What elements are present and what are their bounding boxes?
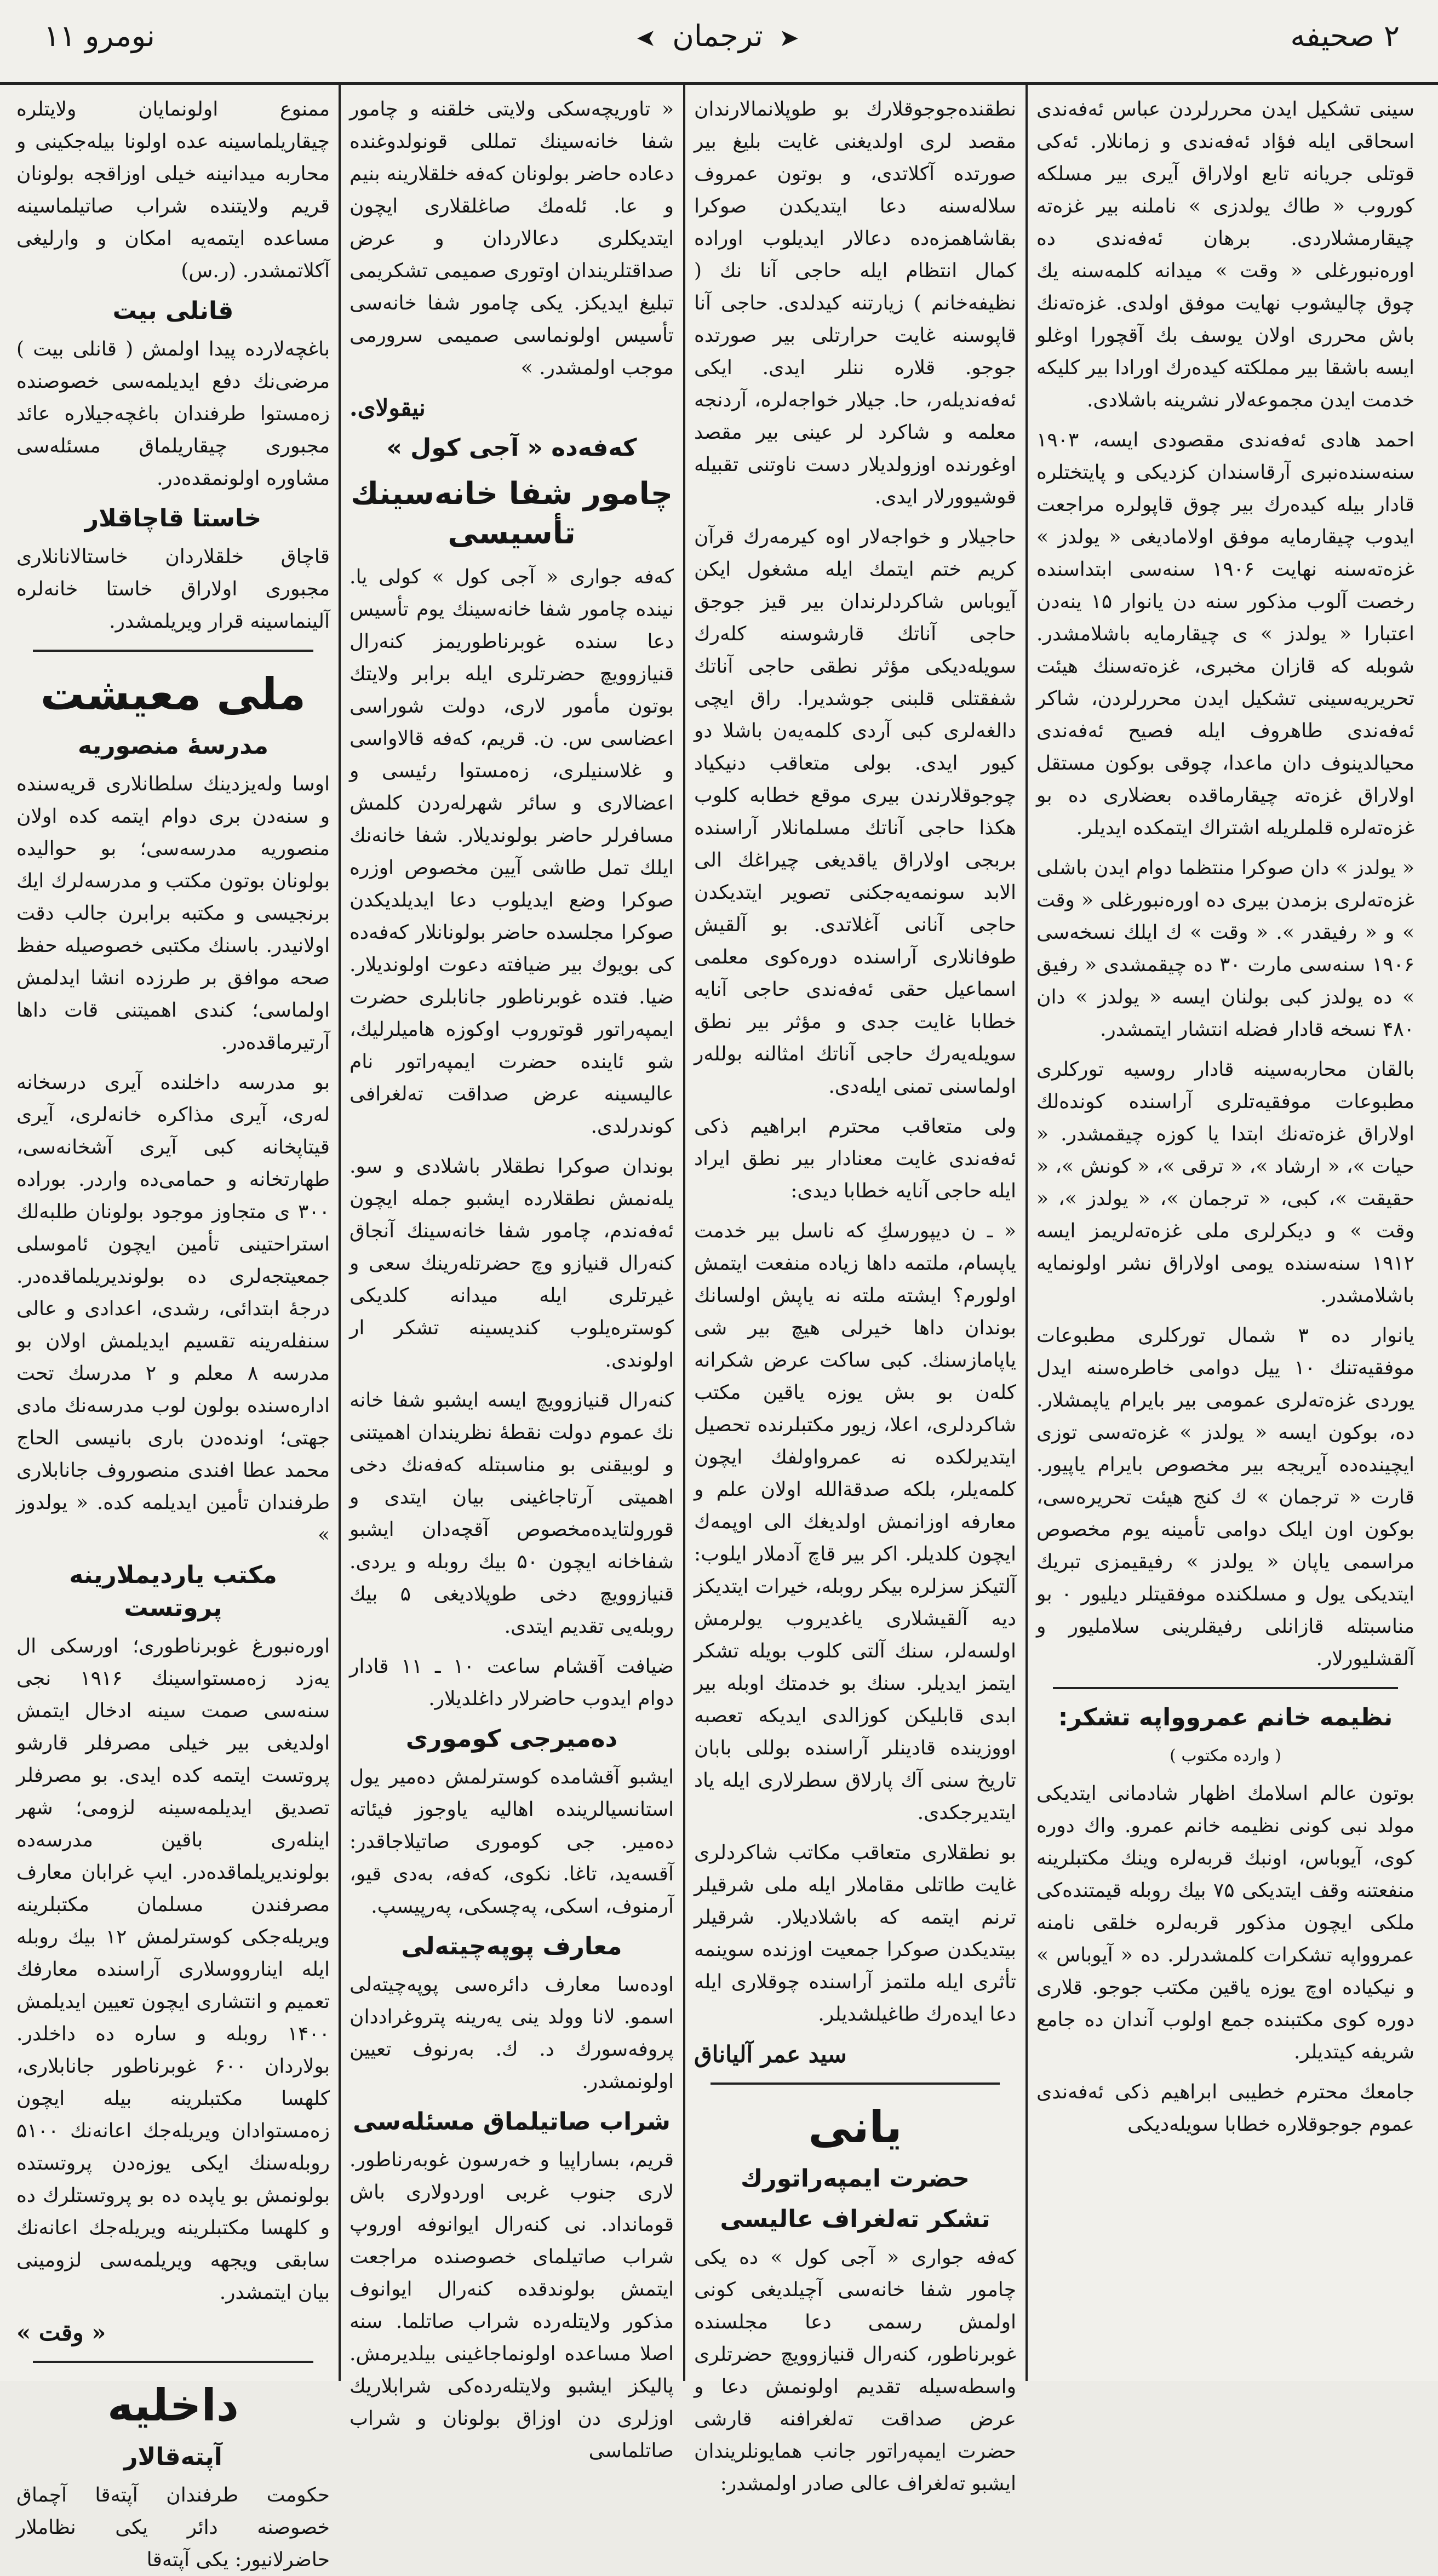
article-paragraph: قریم، بساراپیا و خەرسون غوبەرناطور. لاری جنوب غربی اوردولاری باش قومانداد. نی کنه‌رال ایوانوفه اوروپ شراب صاتیلمای خصوصنده مراجعت ایتمش بولوندقده کنه‌رال ایوانوف مذکور ولایتلەرده شراب صاتلما. سنه اصلا مساعده اولونماجاغینی بیلدیرمش. پالیکز ایشبو ولایتلەرده‌کی شرابلاریك اوزلری دن اوزاق بولونان و شراب صاتلماسی [350,2149,674,2462]
article-signature: سید عمر آلیاناق [694,2041,847,2068]
section-divider [33,2361,313,2363]
article-paragraph: « ـ ن دیپورسكِ که ناسل بیر خدمت یاپسام، ملتمه داها زیاده منفعت ایتمش اولورم؟ ایشته ملته نه یاپش اولسانك بوندان داها خیرلی هیچ بیر شی یاپامازسنك. کبی ساکت عرض شکرانه کلەن بو بش یوزه یاقین مکتب شاکردلری، اعلا، زیور مکتبلرنده تحصیل ایتدیرلكده نه عمرواولفك ایچون کلمەیلر، بلکه صدقةالله اولان علم و معارفه اوزانمش اولدیغك الی اوپمەك ایچون کلدیلر. اکر بیر قاچ آدملار ایلوب: آلتیکز سزلره بیکر روبله، خیرات ایتدیکز دیه آلقیشلاری یاغدیروب یولرمش اولسەلر، سنك آلتی کلوب بویله تشکر ایتمز ایدیلر. سنك بو خدمتك اوبله بیر ابدی قابلیكن کوزالدی ایدیکه تعصبه اووزینده قادینلر آراسنده بوللی بابان تاریخ سنی آك پارلاق سطرلاری ایله یاد ایتدیرجکدی. [694,1220,1016,1824]
article-paragraph: کەفه جواری « آجی کول » ده یکی چامور شفا خانەسی آچیلدیغی کونی اولمش رسمی دعا مجلسنده غوبرناطور، کنه‌رال قنیازوویچ حضرتلری واسطەسیله تقدیم اولونمش دعا و عرض صداقت تەلغرافنه قارشی حضرت ایمپەراتور جانب همایونلریندان ایشبو تەلغراف عالی صادر اولمشدر: [694,2246,1016,2495]
masthead [0,0,1438,85]
column-3 [350,93,674,2462]
article-paragraph: بو مدرسه داخلنده آیری درسخانه لەری، آیری مذاکره خانەلری، آیری قیتاپخانه کبی آیری آشخانه‌سی، طهارتخانه و حمامی‌ده واردر. بوراده ۳۰۰ ی متجاوز موجود بولونان طلبەلك استراحتینی تأمین ایچون ئاموسلی جمعیتجەلری ده بولوندیریلماقده‌در. درجهٔ ابتدائی، رشدی، اعدادی و عالی سنفلەرینه تقسیم ایدیلمش اولان بو مدرسه ۸ معلم و ۲ مدرسك تحت اداره‌سنده بولون لوب مدرسەنك مادی جهتی؛ اوندەدن باری بانیسی الحاج محمد عطا افندی منصوروف جانابلاری طرفندان تأمین ایدیلمه کده. « یولدوز » [16,1071,330,1546]
article-paragraph: حاجیلار و خواجەلار اوه کیرمەرك قرآن کریم ختم ایتمك ایله مشغول ایکن آیوباس شاکردلرندان بیر قیز جوجق حاجی آناتك قارشوسنه کلەرك سویلەدیکی مؤثر نطقی حاجی آناتك شفقتلی قلبنی جوشدیرا. راق ایچی دالغەلری کبی آردی کلمەیەن باشلا دو کیور ایدی. بولی متعاقب دنیکیاد چوجوقلارندن بیری موقع خطابه کلوب هکذا حاجی آناتك مسلمانلار آراسنده بربجی اولاراق یاقدیغی چیراغك الی الابد سونمەیەجکنی تصویر ایتدیکدن حاجی آنانی آغلاتدی. بو آلقیش طوفانلاری آراسنده دورەکوی معلمی اسماعیل حقی ئەفەندی حاجی آنایه خطابا غایت جدی و مؤثر بیر نطق سویلەیەرك حاجی آناتك امثالنه بوللەر اولماسنی تمنی ایلەدی. [694,526,1016,1098]
column-1 [1036,93,1414,2366]
article-paragraph: ضیافت آقشام ساعت ۱۰ ـ ۱۱ قادار دوام ایدوب حاضرلار داغلدیلار. [350,1655,674,1710]
article-paragraph: ولی متعاقب محترم ابراهیم ذکی ئەفەندی غایت معنادار بیر نطق ایراد ایله حاجی آنایه خطابا دیدی: [694,1115,1016,1202]
article-paragraph: بالقان محاربەسینه قادار روسیه تورکلری مطبوعات موفقیەتلری آراسنده کوندەلك اولاراق غزەتەنك ابتدا یا کوزه چیقمشدر. « حیات »، « ارشاد »، « ترقی »، « کونش »، « حقیقت »، کبی، « ترجمان »، « یولدز »، « وقت » و دیکرلری ملی غزەتەلریمز ایسه ۱۹۱۲ سنەسنده یومی اولاراق نشر اولونمایه باشلامشدر. [1036,1058,1414,1307]
article-paragraph: نطقنده‌جوجوقلارك بو طوپلانمالارندان مقصد لری اولدیغنی غایت بلیغ بیر صورتده آكلاتدی، و بوتون عمروف سلالەسنه دعا ایتدیکدن صوكرا بقاشاهمزەده دعالار ایدیلوب اوراده کمال انتظام ایله حاجی آنا نك ( نظیفەخانم ) زیارتنه کیدلدی. حاجی آنا قاپوسنه غایت حرارتلی بیر صورتده جوجو. قلاره ننلر ایدی. ایکی ئەفەندیلەر، حا. جیلار خواجەلره، آردنجه معلمه و شاکرد لر عینی بیر مقصد اوغورنده اوزولدیلار دست ناوتنی تقبیله قوشیوورلار ایدی. [694,98,1016,508]
telegram-text: « تاوریچەسکی ولایتی خلقنه و چامور شفا خانەسینك تمللی قونولدوغنده دعاده حاضر بولونان کەفه خلقلارینه بنیم و عا. ئلەمك صاغلقلاری ایچون ایتدیکلری دعالاردان و عرض صداقتلریندان اوتوری صمیمی تشکریمی تبلیغ ایدیکز. یکی چامور شفا خانەسی تأسیس اولونماسی صمیمی سرورمی موجب اولمشدر. » [350,98,674,379]
article-paragraph: حکومت طرفندان آپتەقا آچماق خصوصنه دائر یکی نظاملار حاضرلانیور: یکی آپتەقا [16,2484,330,2571]
article-signature: نیقولای. [350,394,426,421]
arrow-right-icon: ➤ [778,24,799,52]
article-heading: شراب صاتیلماق مسئلەسی [353,2108,671,2136]
article-signature: « وقت » [16,2319,106,2346]
column-2 [694,93,1016,2495]
section-divider [711,2082,1000,2085]
article-heading: دەمیرجی کوموری [405,1725,618,1753]
column-rule [683,82,685,2381]
page-label: ۲ صحیفه [1290,19,1400,53]
column-4 [16,93,330,2571]
article-paragraph: اوسا ولەیزدینك سلطانلاری قریەسنده و سنه‌دن بری دوام ایتمه کده اولان منصوریه مدرسەسی؛ بو حوالیده بولونان بوتون مکتب و مدرسەلرك ایك برنجیسی و مکتبه برابرن جالب دقت اولانیدر. باسنك مکتبی خصوصیله حفظ صحه موافق بر طرزده انشا ایدلمش اولماسی؛ کندی اهمیتنی قات داها آرتیرماقده‌در. [16,773,330,1054]
article-paragraph: بو نطقلاری متعاقب مکاتب شاکردلری غایت طاتلی مقاملار ایله ملی شرقیلر ترنم ایتمه که باشلادیلار. شرقیلر بیتدیکدن صوکرا جمعیت اوزنده سوینمه تأثری ایله ملتمز آراسنده چوقلاری ایله دعا ایدەرك طاغیلشدیلر. [694,1841,1016,2026]
article-heading: معارف پوپەچیتەلی [401,1932,622,1960]
article-paragraph: احمد هادی ئەفەندی مقصودی ایسه، ۱۹۰۳ سنەسندەنبری آرقاسندان کزدیکی و پایتختلره قادار بیله کیدەرك بیر چوق قاپولره مراجعت ایدوب چیقارمایه موفق اولامادیغی « یولدز » غزەتەسنه نهایت ۱۹۰۶ سنەسی ابتداسندە رخصت آلوب مذکور سنه دن یانوار ۱۵ ینەدن اعتبارا « یولدز » ی چیقارمایه باشلامشدر. شوبله که قازان مخبری، غزەتەسنك هیئت تحریریەسینی تشکیل ایدن محررلردن، شاکر ئەفەندی طاهروف ایله فصیح ئەفەندی محیالدینوف دان ماعدا، چوقی بوکون مستقل اولاراق غزەته چیقارماقده بعضلاری ده بو غزەتەلره قلملریله اشتراك ایتمکده ایدیلر. [1036,429,1414,839]
article-heading: تشکر تەلغراف عالیسی [720,2205,990,2233]
article-heading: مکتب یاردیملارینه پروتست [69,1561,277,1622]
article-paragraph: « یولدز » دان صوكرا منتظما دوام ایدن باشلی غزەتەلری بزمدن بیری ده اوره‌نبورغلی « وقت » و « رفیقدر ». « وقت » ك ایلك نسخەسی ۱۹۰۶ سنەسی مارت ۳۰ دە چیقمشدی « رفیق » ده یولدز کبی بولنان ایسه « یولدز » دان ۴۸۰ نسخه قادار فضله انتشار ایتمشدر. [1036,857,1414,1041]
section-divider [33,650,313,652]
article-paragraph: سینی تشکیل ایدن محررلردن عباس ئەفەندی اسحاقی ایله فؤاد ئەفەندی و زمانلار. ئەکی قوتلی جریانه تابع اولاراق آیری بیر مسلکه کوروب « طاك یولدزی » ناملنه بیر غزەته چیقارمشلاردی. برهان ئەفەندی ده اوره‌نبورغلی « وقت » میدانه کلمه‌سنه یك چوق چالیشوب نهایت موفق اولدی. غزەتەنك باش محرری اولان یوسف بك آقچورا اوغلو ایسه باشقا بیر مملکته کیدەرك اورادا بیر کلیکه خدمت ایدن مجموعەلار نشرینه باشلادی. [1036,98,1414,411]
article-paragraph: کەفه جواری « آجی کول » کولی یا. نینده چامور شفا خانەسینك یوم تأسیس دعا سنده غوبرناطوریمز کنه‌رال قنیازوویچ حضرتلری ایله برابر ولایتك بوتون مأمور لاری، دولت شوراسی اعضاسی س. ن. قریم، کەفه قالاواسی و غلاسنیلری، زەمستوا رئیسی و اعضالاری و سائر شهرلەردن کلمش مسافرلر حاضر بولوندیلار. شفا خانەنك ایلك تمل طاشی آیین مخصوص اوزره صوکرا وضع ایدیلوب دعا ایدیلدیکدن صوکرا مجلسده حاضر بولونانلار کەفەده کی بویوك بیر ضیافته دعوت اولوندیلار. ضیا. فتده غوبرناطور جانابلری حضرت ایمپەراتور قوتوروب اوکوزه هامیلرلیك، شو ئاینده حضرت ایمپەراتور نام عالیسینه عرض صداقت تەلغرافی کوندرلدی. [350,566,674,1138]
article-paragraph: ایشبو آقشامده کوسترلمش دەمیر یول استانسیالرینده اهالیه یاوجوز فیئاته دەمیر. جی کوموری صاتیلاجاقدر: آقسەید، تاغا. نکوی، کەفه، بەدی قیو، آرمنوف، اسکی، پەچسکی، پەرپیسپ. [350,1766,674,1918]
article-heading: قانلی بیت [112,297,234,325]
article-heading: خاستا قاچاقلار [84,504,262,532]
article-paragraph: بوتون عالم اسلامك اظهار شادمانی ایتدیکی مولد نبی کونی نظیمه خانم عمرو. واك دوره کوی، آیوباس، اونبك قربەلره وینك مکتبلرینه منفعتنه وقف ایتدیکی ۷۵ بیك روبله قیمتنده‌کی ملکی ایچون مذکور قربەلره خلقی نامنه عمروواپه تشکرات کلمشدرلر. ده « آیوباس » و نیکیاده اوچ یوزه یاقین مکتب جوجو. قلاری دوره کوی مکتبنده جمع اولوب آندان ده جامع شریفه کیتدیلر. [1036,1782,1414,2063]
article-paragraph: یانوار ده ۳ شمال تورکلری مطبوعات موفقیەتنك ۱۰ ییل دوامی خاطرەسنه ایدل یوردی غزەتەلری عمومی بیر بایرام یاپمشلار. ده، بوکون ایسه « یولدز » غزەتەسی توزی ایچیندەده آیریجه بیر مخصوص بایرام یاپیور. قارت « ترجمان » ك کنج هیئت تحریرەسی، بوکون اون ایلک دوامی تأمینه یوم مخصوص مراسمی یاپان « یولدز » رفیقیمزی تبریك ایتدیکی یول و مسلکنده موفقیتلر دیلیور ۰ بو مناسبتله قازانلی رفیقلرینی سلاملیور و آلقشلیورلار. [1036,1324,1414,1670]
article-paragraph: اوره‌نبورغ غوبرناطوری؛ اورسکی ال یەزد زەمستواسینك ۱۹۱۶ نجی سنه‌سی صمت سینه ادخال ایتمش اولدیغی بیر خیلی مصرفلر قارشو پروتست ایتمه کده ایدی. بو مصرفلر تصدیق ایدیلمەسینه لزومی؛ شهر اینلەری باقین مدرسەده بولوندیریلماقده‌در. ایپ غرابان معارف مصرفندن مسلمان مکتبلرینه ویریله‌جکی کوسترلمش ۱۲ بیك روبله ایله اینارووسلاری آراسنده معارفك تعمیم و انتشاری ایچون تعیین ایدیلمش ۱۴۰۰ روبله و ساره ده داخلدر. بولاردان ۶۰۰ غوبرناطور جانابلاری، کلهسا مکتبلرینه بیله ایچون زەمستوادان ویریله‌جك اعانەنك ۵۱۰۰ روبله‌سنك ایکی یوزەدن پروتستده بولونمش بو یاپده ده بو پروتستلرك ده و کلهسا مکتبلرینه ویریله‌جك اعانەنك سابقی ویجهه ویریلمه‌سی لزومینی بیان ایتمشدر. [16,1635,330,2304]
article-heading: حضرت ایمپەراتورك [741,2165,970,2193]
section-title: ملی معیشت [40,669,306,720]
article-paragraph: کنه‌رال قنیازوویچ ایسه ایشبو شفا خانه نك عموم دولت نقطهٔ نظریندان اهمیتنی و لوبیقنی بو مناسبتله کەفەنك دخی اهمیتی آرتاجاغینی بیان ایتدی و قورولتایدەمخصوص آقچەدان ایشبو شفاخانه ایچون ۵۰ بیك روبله و یردی. قنیازوویچ دخی طوپلادیغی ۵ بیك روبلەیی تقدیم ایتدی. [350,1389,674,1638]
article-paragraph: ممنوع اولونمایان ولایتلره چیقاریلماسینه عده اولونا بیلەجکینی و محاربه میدانینه خیلی اوزاقجه بولونان قریم ولایتنده شراب صاتیلماسینه مساعده ایتمه‌یه امکان و وارلیغی آکلاتمشدر. (ر.س) [16,98,330,282]
section-divider [1053,1687,1398,1689]
article-paragraph: اودەسا معارف دائرەسی پوپەچیتەلی اسمو. لانا وولد ینی یەرینه پتروغراددان پروفەسورك د. ك. بەرنوف تعیین اولونمشدر. [350,1973,674,2093]
article-paragraph: باغچەلارده پیدا اولمش ( قانلی بیت ) مرضی‌نك دفع ایدیلمەسی خصوصنده زەمستوا طرفندان باغچەجیلاره عائد مجبوری چیقاریلماق مسئلەسی مشاوره اولونمقده‌در. [16,338,330,490]
newspaper-title-text: ترجمان [672,19,763,53]
article-heading: آپتەقالار [124,2443,222,2471]
article-heading: مدرسهٔ منصوریه [78,732,268,760]
arrow-left-icon: ➤ [636,24,657,52]
article-paragraph: قاچاق خلقلاردان خاستالانانلاری مجبوری اولاراق خاستا خانەلره آلینماسینه قرار ویریلمشدر. [16,546,330,633]
issue-number: نومرو ۱۱ [44,19,155,53]
section-title: یانی [808,2102,902,2153]
article-paragraph: بوندان صوکرا نطقلار باشلادی و سو. یلەنمش نطقلارده ایشبو جمله ایچون ئەفەندم، چامور شفا خانەسینك آنجاق کنه‌رال قنیازو وچ حضرتلەرینك سعی و غیرتلری ایله میدانه کلدیکی کوسترەیلوب کندیسینه تشکر ار اولوندی. [350,1155,674,1372]
column-rule [1025,82,1028,2381]
article-headline: چامور شفا خانەسینك تأسیسی [350,476,673,551]
column-rule [339,82,341,2381]
article-heading: کەفەده « آجی کول » [386,434,637,462]
section-title: داخلیه [107,2380,239,2431]
article-heading: نظیمه خانم عمروواپه تشکر: [1058,1703,1393,1731]
newspaper-title [614,19,822,53]
article-note: ( وارده مکتوب ) [1170,1746,1281,1765]
article-paragraph: جامعك محترم خطیبی ابراهیم ذکی ئەفەندی عموم جوجوقلاره خطابا سویلەدیکی [1036,2081,1414,2136]
